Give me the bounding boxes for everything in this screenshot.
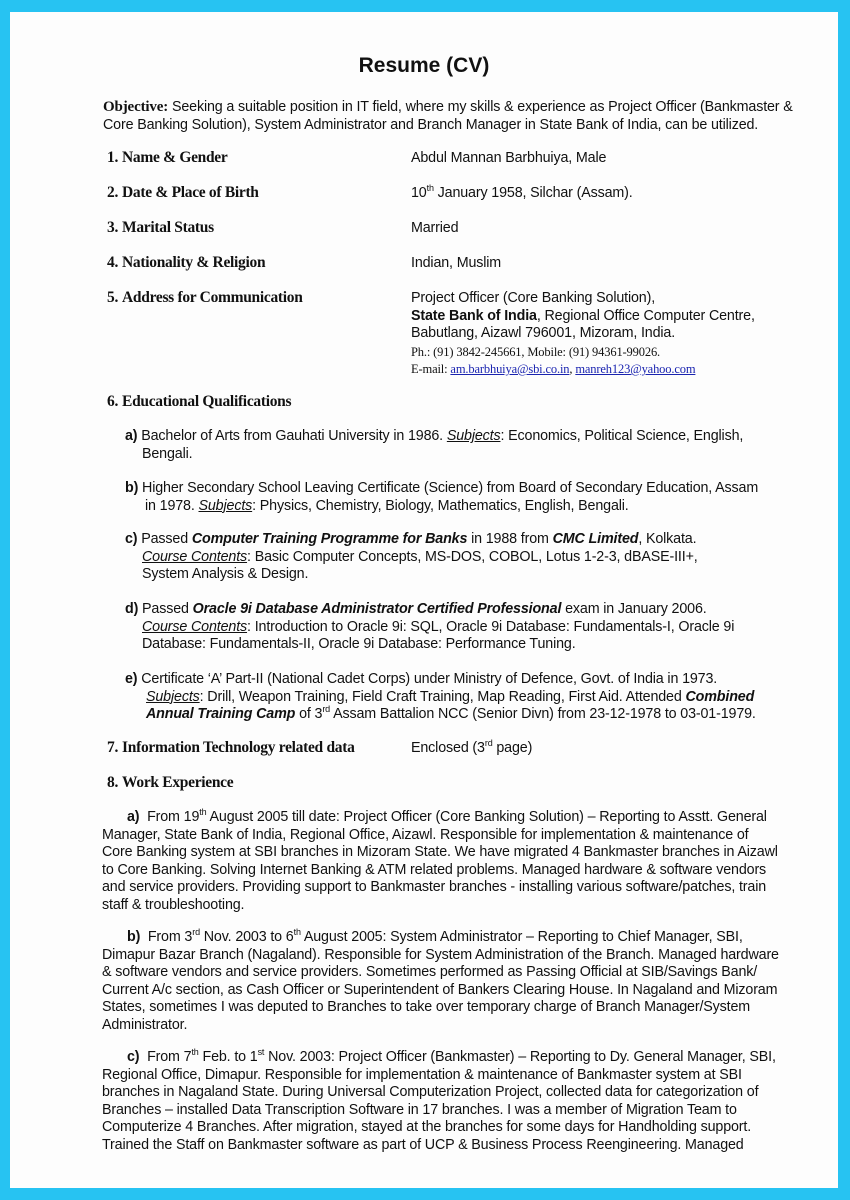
field-label: Address for Communication bbox=[122, 289, 303, 306]
field-value-dob: 10th January 1958, Silchar (Assam). bbox=[411, 183, 633, 201]
field-name-gender: 1. Name & Gender bbox=[107, 149, 228, 166]
work-item-c: c) From 7th Feb. to 1st Nov. 2003: Project Officer (Bankmaster) – Reporting to Dy. General Manager, SBI, Regional Office, Dimapur. Responsible for implementation & maintenance of Bankmaster system at SBI branches in Nagaland State. During Universal Computerization Project, collected data for categorization of Branches – installed Data Transcription Software in 17 branches. I was a member of Migration Team to Computerize 4 Branches. After migration, stayed at the branches for some days for Handholding support. Trained the Staff on Bankmaster software as part of UCP & Business Process Reengineering. Managed bbox=[102, 1047, 776, 1153]
field-label: Nationality & Religion bbox=[122, 254, 266, 271]
resume-page bbox=[10, 12, 838, 1188]
field-marital-status: 3. Marital Status bbox=[107, 219, 214, 236]
field-address: 5. Address for Communication bbox=[107, 289, 303, 306]
objective bbox=[103, 98, 803, 134]
field-label: Name & Gender bbox=[122, 149, 228, 166]
objective-label: Objective: bbox=[103, 99, 169, 115]
field-dob: 2. Date & Place of Birth bbox=[107, 184, 259, 201]
email-link-yahoo[interactable]: manreh123@yahoo.com bbox=[575, 362, 696, 376]
field-value-name: Abdul Mannan Barbhuiya, Male bbox=[411, 150, 607, 166]
work-item-b: b) From 3rd Nov. 2003 to 6th August 2005: System Administrator – Reporting to Chief Manager, SBI, Dimapur Bazar Branch (Nagaland). Responsible for System Administration of the Branch. Managed hardware & software vendors and service providers. Sometimes performed as Passing Official at SIB/Savings Bank/ Current A/c section, as Cash Officer or Superintendent of Bankers Clearing House. In Nagaland and Mizoram States, sometimes I was deputed to Branches to take over temporary charge of Branch Manager/System Administrator. bbox=[102, 927, 779, 1033]
objective-text: Seeking a suitable position in IT field, where my skills & experience as Project Officer (Bankmaster & Core Banking Solution), System Administrator and Branch Manager in State Bank of India, can be utilized. bbox=[103, 99, 793, 133]
education-item-b: b) Higher Secondary School Leaving Certificate (Science) from Board of Secondary Education, Assam in 1978. Subjects: Physics, Chemistry, Biology, Mathematics, English, Bengali. bbox=[125, 480, 759, 514]
field-label: Marital Status bbox=[122, 219, 214, 236]
phone-line: Ph.: (91) 3842-245661, Mobile: (91) 94361-99026. bbox=[411, 344, 661, 359]
field-label: Date & Place of Birth bbox=[122, 184, 259, 201]
email-link-sbi[interactable]: am.barbhuiya@sbi.co.in bbox=[450, 362, 570, 376]
email-line: E-mail: am.barbhuiya@sbi.co.in, manreh123@yahoo.com bbox=[411, 362, 696, 376]
education-item-e: e) Certificate ‘A’ Part-II (National Cadet Corps) under Ministry of Defence, Govt. of India in 1973. Subjects: Drill, Weapon Training, Field Craft Training, Map Reading, First Aid. Attended Combined Annual Training Camp of 3rd Assam Battalion NCC (Senior Divn) from 23-12-1978 to 03-01-1979. bbox=[125, 671, 756, 723]
field-nationality: 4. Nationality & Religion bbox=[107, 254, 266, 271]
section-education-heading: 6. Educational Qualifications bbox=[107, 393, 292, 410]
education-item-a: a) Bachelor of Arts from Gauhati University in 1986. Subjects: Economics, Political Science, English, Bengali. bbox=[125, 428, 744, 462]
work-item-a: a) From 19th August 2005 till date: Project Officer (Core Banking Solution) – Reporting to Asstt. General Manager, State Bank of India, Regional Office, Aizawl. Responsible for implementation & maintenance of Core Banking system at SBI branches in Mizoram State. We have migrated 4 Bankmaster branches in Aizawl to Core Banking. Solving Internet Banking & ATM related problems. Managed hardware & software vendors and service providers. Providing support to Bankmaster branches - installing various software/patches, train staff & troubleshooting. bbox=[102, 807, 778, 913]
field-value-address: Project Officer (Core Banking Solution), State Bank of India, Regional Office Computer Centre, Babutlang, Aizawl 796001, Mizoram, India. Ph.: (91) 3842-245661, Mobile: (91) 94361-99026. E-mail: am.barbhuiya@sbi.co.in, manreh123@yahoo.com bbox=[411, 290, 755, 379]
field-value-marital: Married bbox=[411, 220, 459, 236]
field-it-data: 7. Information Technology related data bbox=[107, 739, 355, 756]
page-title: Resume (CV) bbox=[358, 54, 490, 77]
education-item-d: d) Passed Oracle 9i Database Administrator Certified Professional exam in January 2006. Course Contents: Introduction to Oracle 9i: SQL, Oracle 9i Database: Fundamentals-I, Oracle 9i Database: Fundamentals-II, Oracle 9i Database: Performance Tuning. bbox=[125, 601, 735, 653]
section-work-heading: 8. Work Experience bbox=[107, 774, 234, 791]
education-item-c: c) Passed Computer Training Programme for Banks in 1988 from CMC Limited, Kolkata. Course Contents: Basic Computer Concepts, MS-DOS, COBOL, Lotus 1-2-3, dBASE-III+, System Analysis & Design. bbox=[125, 531, 698, 583]
field-value-it-data: Enclosed (3rd page) bbox=[411, 738, 533, 756]
field-value-nationality: Indian, Muslim bbox=[411, 255, 502, 271]
